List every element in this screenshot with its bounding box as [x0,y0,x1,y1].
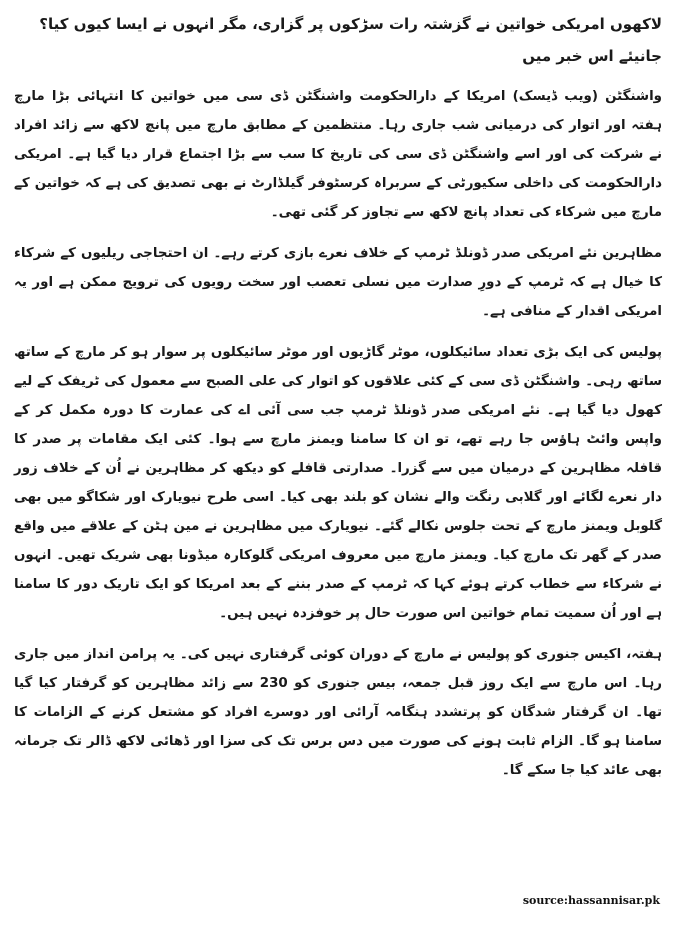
article-headline: لاکھوں امریکی خواتین نے گزشتہ رات سڑکوں پر گزاری، مگر انہوں نے ایسا کیوں کیا؟ جانیئے اس خبر میں [39,15,662,65]
source-credit: source:hassannisar.pk [522,894,660,907]
article-paragraph-2: مظاہرین نئے امریکی صدر ڈونلڈ ٹرمپ کے خلاف نعرے بازی کرتے رہے۔ ان احتجاجی ریلیوں کے شرکاء کا خیال ہے کہ ٹرمپ کے دورِ صدارت میں نسلی تعصب اور سخت رویوں کی ترویج ممکن ہے اور یہ امریکی اقدار کے منافی ہے۔ [14,246,662,319]
article-paragraph-1: واشنگٹن (ویب ڈیسک) امریکا کے دارالحکومت واشنگٹن ڈی سی میں خواتین کا انتہائی بڑا مارچ ہفتہ اور اتوار کی درمیانی شب جاری رہا۔ منتظمین کے مطابق مارچ میں پانچ لاکھ سے زائد افراد نے شرکت کی اور اسے واشنگٹن ڈی سی کی تاریخ کا سب سے بڑا اجتماع قرار دیا گیا ہے۔ امریکی دارالحکومت کی داخلی سکیورٹی کے سربراہ کرسٹوفر گیلڈارٹ نے بھی تصدیق کی ہے کہ خواتین کے مارچ میں شرکاء کی تعداد پانچ لاکھ سے تجاوز کر گئی تھی۔ [14,89,662,220]
article-paragraph-4: ہفتہ، اکیس جنوری کو پولیس نے مارچ کے دوران کوئی گرفتاری نہیں کی۔ یہ پرامن انداز میں جاری رہا۔ اس مارچ سے ایک روز قبل جمعہ، بیس جنوری کو 230 سے زائد مظاہرین کو گرفتار کیا گیا تھا۔ ان گرفتار شدگان کو پرتشدد ہنگامہ آرائی اور دوسرے افراد کو مشتعل کرنے کے الزامات کا سامنا ہو گا۔ الزام ثابت ہونے کی صورت میں دس برس تک کی سزا اور ڈھائی لاکھ ڈالر تک جرمانہ بھی عائد کیا جا سکے گا۔ [14,647,662,778]
news-article [14,8,662,785]
article-paragraph-3: پولیس کی ایک بڑی تعداد سائیکلوں، موٹر گاڑیوں اور موٹر سائیکلوں پر سوار ہو کر مارچ کے ساتھ ساتھ رہی۔ واشنگٹن ڈی سی کے کئی علاقوں کو اتوار کی علی الصبح سے معمول کی ٹریفک کے لیے کھول دیا گیا ہے۔ نئے امریکی صدر ڈونلڈ ٹرمپ جب سی آئی اے کی عمارت کا دورہ مکمل کر کے واپس وائٹ ہاؤس جا رہے تھے، تو ان کا سامنا ویمنز مارچ سے ہوا۔ کئی ایک مقامات پر صدر کا قافلہ مظاہرین کے درمیان میں سے گزرا۔ صدارتی قافلے کو دیکھ کر مظاہرین نے اُن کے خلاف زور دار نعرے لگائے اور گلابی رنگت والے نشان کو بلند بھی کیا۔ اسی طرح نیویارک اور شکاگو میں بھی گلوبل ویمنز مارچ کے تحت جلوس نکالے گئے۔ نیویارک میں مظاہرین نے مین ہٹن کے علاقے میں واقع صدر کے گھر تک مارچ کیا۔ ویمنز مارچ میں معروف امریکی گلوکارہ میڈونا بھی شریک تھیں۔ انہوں نے شرکاء سے خطاب کرتے ہوئے کہا کہ ٹرمپ کے صدر بننے کے بعد امریکا کو ایک تاریک دور کا سامنا ہے اور اُن سمیت تمام خواتین اس صورت حال پر خوفزدہ نہیں ہیں۔ [14,345,662,621]
